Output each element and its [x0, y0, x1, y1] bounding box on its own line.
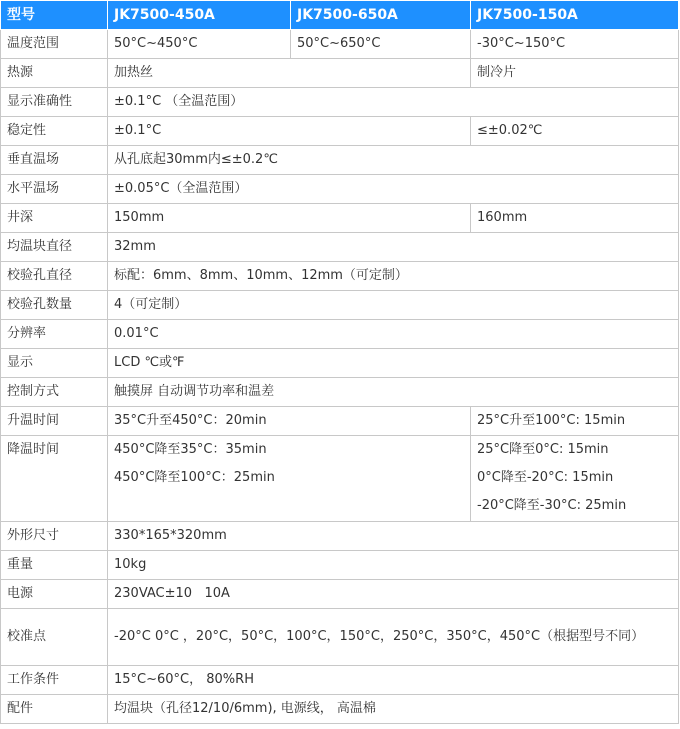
cell-value: 50°C~650°C	[291, 30, 471, 59]
table-row	[1, 378, 679, 407]
row-label: 显示准确性	[1, 88, 108, 117]
cell-value: 35°C升至450°C：20min	[108, 407, 471, 436]
cell-value: 触摸屏 自动调节功率和温差	[108, 378, 679, 407]
cell-value: 均温块（孔径12/10/6mm), 电源线， 高温棉	[108, 695, 679, 724]
table-row	[1, 522, 679, 551]
table-row	[1, 117, 679, 146]
cell-value: 230VAC±10 10A	[108, 580, 679, 609]
cell-value: 4（可定制）	[108, 291, 679, 320]
row-label: 校验孔直径	[1, 262, 108, 291]
cooling-line: 0°C降至-20°C: 15min	[477, 470, 614, 485]
table-row	[1, 436, 679, 522]
header-650a: JK7500-650A	[291, 1, 471, 30]
cooling-line: 450°C降至100°C：25min	[114, 470, 275, 485]
cell-value: 制冷片	[471, 59, 679, 88]
cell-value: 加热丝	[108, 59, 471, 88]
table-row	[1, 609, 679, 666]
cell-value: 0.01°C	[108, 320, 679, 349]
table-row	[1, 349, 679, 378]
cell-value: -30°C~150°C	[471, 30, 679, 59]
row-label: 升温时间	[1, 407, 108, 436]
cell-value: 32mm	[108, 233, 679, 262]
table-row	[1, 666, 679, 695]
cell-value: ≤±0.02℃	[471, 117, 679, 146]
row-label: 控制方式	[1, 378, 108, 407]
row-label: 稳定性	[1, 117, 108, 146]
row-label: 重量	[1, 551, 108, 580]
cell-value: ±0.05°C（全温范围）	[108, 175, 679, 204]
row-label: 均温块直径	[1, 233, 108, 262]
cell-value: 从孔底起30mm内≤±0.2℃	[108, 146, 679, 175]
row-label: 显示	[1, 349, 108, 378]
table-row	[1, 262, 679, 291]
header-450a: JK7500-450A	[108, 1, 291, 30]
header-row	[1, 1, 679, 30]
table-row	[1, 551, 679, 580]
row-label: 外形尺寸	[1, 522, 108, 551]
cooling-line: -20°C降至-30°C: 25min	[477, 498, 627, 513]
table-row	[1, 59, 679, 88]
cell-value: 330*165*320mm	[108, 522, 679, 551]
row-label: 校验孔数量	[1, 291, 108, 320]
cell-value: 25°C升至100°C: 15min	[471, 407, 679, 436]
table-row	[1, 204, 679, 233]
row-label: 垂直温场	[1, 146, 108, 175]
cell-value	[471, 436, 679, 522]
table-row	[1, 175, 679, 204]
cell-value: 160mm	[471, 204, 679, 233]
cell-value: 标配：6mm、8mm、10mm、12mm（可定制）	[108, 262, 679, 291]
cell-value	[108, 436, 471, 522]
cooling-line: 25°C降至0°C: 15min	[477, 442, 609, 457]
row-label: 水平温场	[1, 175, 108, 204]
table-row	[1, 30, 679, 59]
cell-value: 10kg	[108, 551, 679, 580]
cell-value: ±0.1°C （全温范围）	[108, 88, 679, 117]
cell-value: 150mm	[108, 204, 471, 233]
table-row	[1, 407, 679, 436]
row-label: 温度范围	[1, 30, 108, 59]
table-row	[1, 88, 679, 117]
header-model: 型号	[1, 1, 108, 30]
cell-value: 50°C~450°C	[108, 30, 291, 59]
cell-value: -20°C 0°C ，20°C，50°C，100°C，150°C，250°C，350°C，450°C（根据型号不同）	[108, 609, 679, 666]
cell-value: 15°C~60°C， 80%RH	[108, 666, 679, 695]
cooling-line: 450°C降至35°C：35min	[114, 442, 267, 457]
row-label: 分辨率	[1, 320, 108, 349]
table-row	[1, 320, 679, 349]
cell-value: ±0.1°C	[108, 117, 471, 146]
row-label: 电源	[1, 580, 108, 609]
row-label: 校准点	[1, 609, 108, 666]
row-label: 热源	[1, 59, 108, 88]
row-label: 井深	[1, 204, 108, 233]
row-label: 配件	[1, 695, 108, 724]
cell-value: LCD ℃或℉	[108, 349, 679, 378]
table-row	[1, 233, 679, 262]
table-row	[1, 291, 679, 320]
table-row	[1, 146, 679, 175]
table-row	[1, 695, 679, 724]
row-label: 工作条件	[1, 666, 108, 695]
table-row	[1, 580, 679, 609]
header-150a: JK7500-150A	[471, 1, 679, 30]
row-label: 降温时间	[1, 436, 108, 522]
